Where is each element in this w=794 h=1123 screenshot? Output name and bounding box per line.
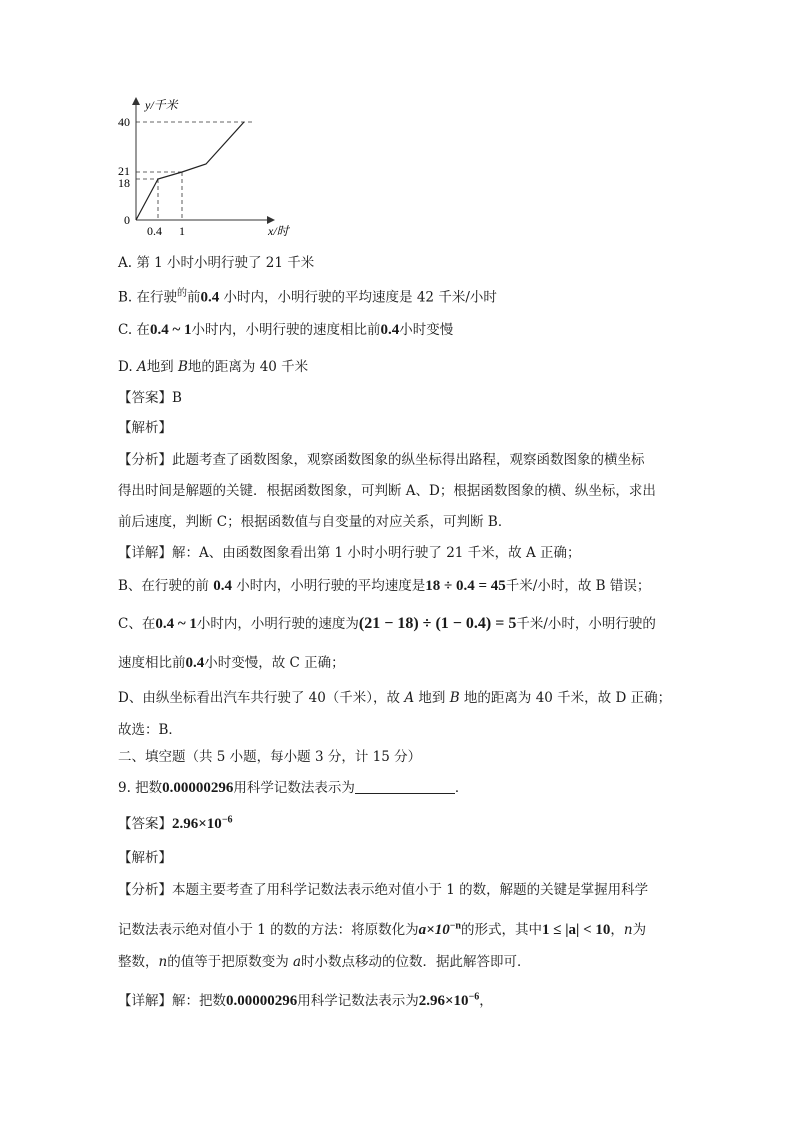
q9-fenxi-1: 【分析】本题主要考查了用科学记数法表示绝对值小于 1 的数，解题的关键是掌握用科学	[118, 882, 649, 898]
q9-analysis-title: 【解析】	[118, 850, 172, 866]
q9-stem: 9. 把数0.00000296用科学记数法表示为 ．	[118, 780, 469, 796]
q8-xiangjie-6: 故选：B．	[118, 722, 182, 738]
option-b: B. 在行驶$^的$前0.4 小时内，小明行驶的平均速度是 42 千米/小时	[118, 288, 497, 306]
q9-answer: 【答案】$2.96\times 10^{-6}$	[118, 814, 233, 832]
y-tick-21: 21	[118, 164, 130, 178]
q8-analysis-title: 【解析】	[118, 420, 172, 436]
y-tick-40: 40	[118, 115, 130, 129]
x-tick-04: 0.4	[147, 224, 162, 238]
q9-fenxi-3: 整数，n的值等于把原数变为 a时小数点移动的位数．据此解答即可．	[118, 954, 531, 970]
distance-line	[136, 122, 244, 220]
q8-fenxi-1: 【分析】此题考查了函数图象，观察函数图象的纵坐标得出路程，观察函数图象的横坐标	[118, 452, 645, 468]
q8-fenxi-2: 得出时间是解题的关键．根据函数图象，可判断 A、D；根据函数图象的横、纵坐标，求出	[118, 483, 656, 499]
q8-xiangjie-3: C、在0.4 ~ 1小时内，小明行驶的速度为(21 − 18) ÷ (1 − 0.4) = 5千米/小时，小明行驶的	[118, 615, 656, 632]
option-a: A. 第 1 小时小明行驶了 21 千米	[118, 255, 315, 271]
q8-answer: 【答案】B	[118, 390, 182, 406]
y-tick-18: 18	[118, 176, 130, 190]
q8-fenxi-3: 前后速度，判断 C；根据函数值与自变量的对应关系，可判断 B．	[118, 514, 512, 530]
y-axis-label: y/千米	[145, 98, 178, 112]
q8-xiangjie-1: 【详解】解：A、由函数图象看出第 1 小时小明行驶了 21 千米，故 A 正确；	[118, 545, 581, 561]
section-2-heading: 二、填空题（共 5 小题，每小题 3 分，计 15 分）	[118, 749, 422, 765]
x-tick-1: 1	[179, 224, 185, 238]
distance-time-graph	[118, 95, 298, 240]
option-d: D. A地到 B地的距离为 40 千米	[118, 359, 309, 375]
q9-fenxi-2: 记数法表示绝对值小于 1 的数的方法：将原数化为$a\times 10^{-n}$的形式，其中1 ≤ |a| < 10，n为	[118, 920, 647, 938]
y-tick-0: 0	[124, 213, 130, 227]
option-c: C. 在0.4 ~ 1小时内，小明行驶的速度相比前0.4小时变慢	[118, 322, 454, 338]
x-axis-label: x/时	[268, 224, 289, 238]
q8-xiangjie-2: B、在行驶的前 0.4 小时内，小明行驶的平均速度是18 ÷ 0.4 = 45千米/小时，故 B 错误；	[118, 578, 651, 594]
answer-blank	[355, 779, 455, 794]
q8-xiangjie-5: D、由纵坐标看出汽车共行驶了 40（千米），故 A 地到 B 地的距离为 40 千米，故 D 正确；	[118, 690, 672, 706]
q8-xiangjie-4: 速度相比前0.4小时变慢，故 C 正确；	[118, 655, 345, 671]
q9-xiangjie: 【详解】解：把数0.00000296用科学记数法表示为$2.96\times 10^{-6}$，	[118, 991, 493, 1009]
